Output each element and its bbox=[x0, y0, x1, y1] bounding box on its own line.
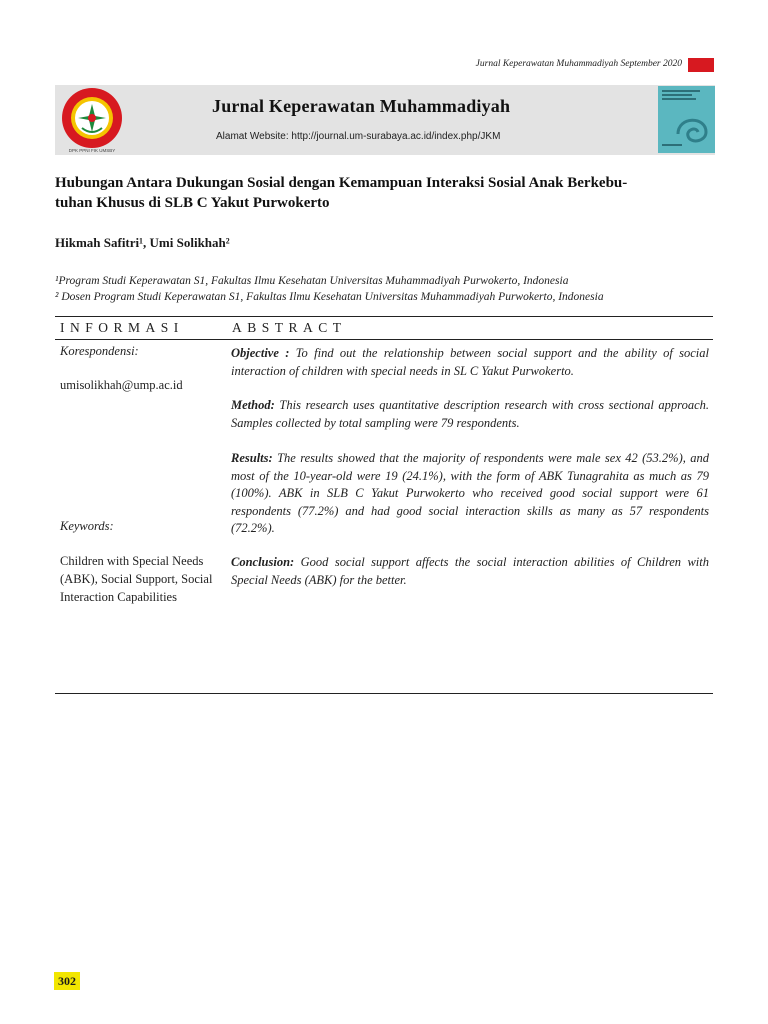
article-title-line-2: tuhan Khusus di SLB C Yakut Purwokerto bbox=[55, 195, 330, 211]
journal-cover-thumbnail bbox=[658, 86, 715, 153]
abstract-heading: ABSTRACT bbox=[232, 320, 347, 335]
keywords-text: Children with Special Needs (ABK), Social Support, Social Interaction Capabilities bbox=[60, 554, 213, 604]
conclusion-text: Good social support affects the social interaction abilities of Children with Special Needs (ABK) for the better. bbox=[231, 555, 709, 587]
journal-website[interactable]: Alamat Website: http://journal.um-surabaya.ac.id/index.php/JKM bbox=[216, 131, 501, 142]
results-label: Results: bbox=[231, 451, 273, 465]
top-rule bbox=[55, 316, 713, 317]
results-text: The results showed that the majority of respondents were male sex 42 (53.2%), and most of the 10-year-old were 19 (24.1%), with the form of ABK Tunagrahita as much as 79 (100%). ABK in SLB C Yakut Purwokerto who received good social support were 61 respondents (77.2%) and had good social interaction skills as many as 57 respondents (72.2%). bbox=[231, 451, 710, 535]
bottom-rule bbox=[55, 693, 713, 694]
method-text: This research uses quantitative description research with cross sectional approach. Samples collected by total sampling were 79 respondents. bbox=[231, 398, 710, 430]
info-heading: INFORMASI bbox=[60, 320, 184, 335]
abstract-objective bbox=[231, 345, 709, 380]
header-accent-tab bbox=[688, 58, 714, 72]
method-label: Method: bbox=[231, 398, 275, 412]
journal-title: Jurnal Keperawatan Muhammadiyah bbox=[212, 96, 511, 116]
abstract-method bbox=[231, 397, 709, 432]
article-title-line-1: Hubungan Antara Dukungan Sosial dengan Kemampuan Interaksi Sosial Anak Berkebu- bbox=[55, 175, 628, 191]
article-title bbox=[55, 173, 715, 213]
affiliation-1: ¹Program Studi Keperawatan S1, Fakultas Ilmu Kesehatan Universitas Muhammadiyah Purwokerto, Indonesia bbox=[55, 275, 569, 287]
conclusion-label: Conclusion: bbox=[231, 555, 295, 569]
affiliation-2: ² Dosen Program Studi Keperawatan S1, Fakultas Ilmu Kesehatan Universitas Muhammadiyah Purwokerto, Indonesia bbox=[55, 291, 604, 303]
logo-caption: DPK PPNI FIK UMSBY bbox=[68, 148, 116, 153]
page-number: 302 bbox=[54, 972, 80, 990]
correspondence-email[interactable]: umisolikhah@ump.ac.id bbox=[60, 378, 183, 392]
authors: Hikmah Safitri¹, Umi Solikhah² bbox=[55, 235, 230, 250]
correspondence-label: Korespondensi: bbox=[60, 344, 139, 358]
running-head: Jurnal Keperawatan Muhammadiyah September 2020 bbox=[475, 59, 682, 69]
abstract-results bbox=[231, 450, 709, 538]
abstract-conclusion bbox=[231, 554, 709, 589]
objective-text: To find out the relationship between social support and the ability of social interaction of children with special needs in SL C Yakut Purwokerto. bbox=[231, 346, 709, 378]
ppni-logo-icon bbox=[60, 86, 124, 150]
objective-label: Objective : bbox=[231, 346, 290, 360]
heading-rule bbox=[55, 339, 713, 340]
keywords-label: Keywords: bbox=[60, 519, 114, 533]
